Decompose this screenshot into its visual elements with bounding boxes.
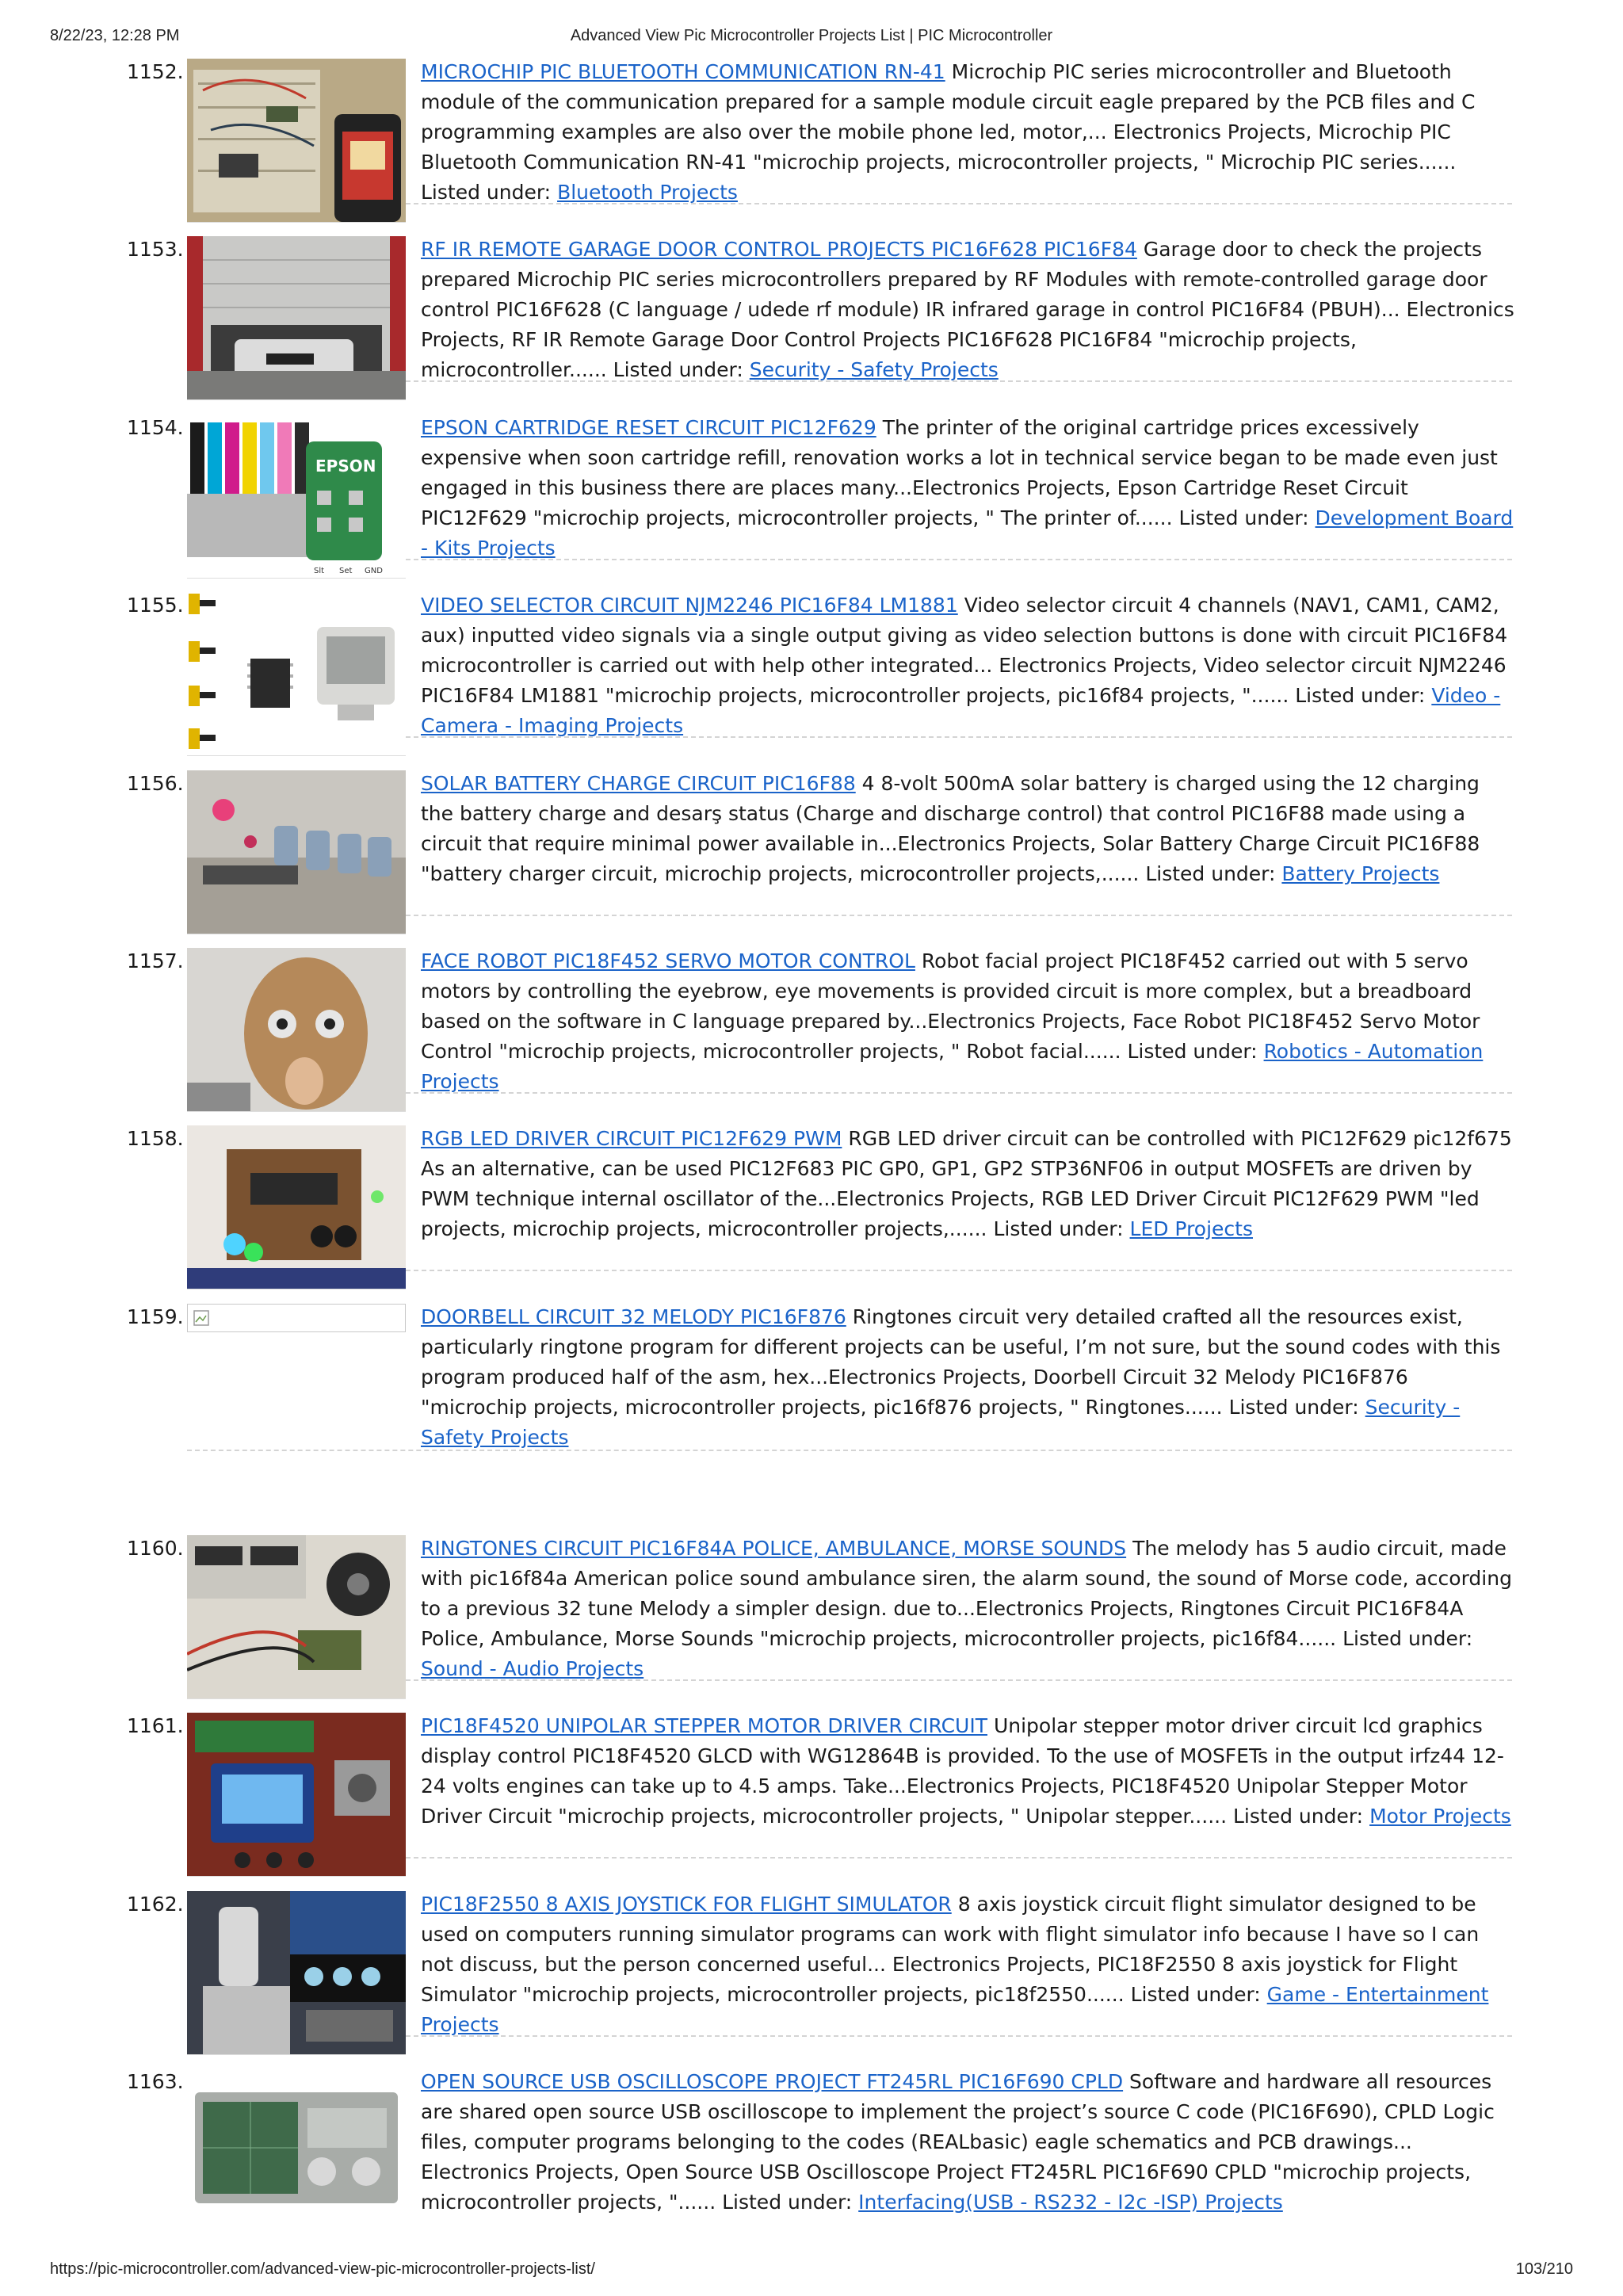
project-thumbnail[interactable]: [187, 770, 406, 934]
print-footer: [50, 2260, 1573, 2283]
project-title-link[interactable]: PIC18F4520 UNIPOLAR STEPPER MOTOR DRIVER CIRCUIT: [421, 1714, 987, 1737]
category-link[interactable]: Security - Safety Projects: [749, 358, 999, 381]
project-thumbnail[interactable]: [187, 1891, 406, 2055]
print-url: https://pic-microcontroller.com/advanced-view-pic-microcontroller-projects-list/: [50, 2260, 595, 2278]
project-description: 4 8-volt 500mA solar battery is charged using the 12 charging the battery charge and desarş status (Charge and discharge control) that control PIC16F88 made using a circuit that require minimal power available in...Electronics Projects, Solar Battery Charge Circuit PIC16F88 "battery charger circuit, microchip projects, microcontroller projects,......: [421, 772, 1480, 885]
project-title-link[interactable]: DOORBELL CIRCUIT 32 MELODY PIC16F876: [421, 1305, 846, 1328]
item-text: [421, 2067, 1514, 2218]
category-link[interactable]: Sound - Audio Projects: [421, 1657, 644, 1680]
project-description: Robot facial project PIC18F452 carried out with 5 servo motors by controlling the eyebrow, eye movements is provided circuit is more complex, but a breadboard based on the software in C language prepared by...Electronics Projects, Face Robot PIC18F452 Servo Motor Control "microchip projects, microcontroller projects, " Robot facial......: [421, 949, 1480, 1063]
listed-under-label: Listed under:: [1127, 1040, 1258, 1063]
item-separator: [406, 380, 1512, 382]
item-number: 1155.: [127, 594, 184, 617]
item-number: 1158.: [127, 1127, 184, 1150]
print-date: 8/22/23, 12:28 PM: [50, 27, 180, 44]
project-thumbnail[interactable]: [187, 592, 406, 756]
listed-under-label: Listed under:: [1178, 506, 1309, 529]
project-thumbnail[interactable]: [187, 1535, 406, 1699]
item-separator: [406, 203, 1512, 204]
project-description: Ringtones circuit very detailed crafted all the resources exist, particularly ringtone program for different projects can be useful, I’m not sure, but the sound codes with this program produced half of the asm, hex...Electronics Projects, Doorbell Circuit 32 Melody PIC16F876 "microchip projects, microcontroller projects, pic16f876 projects, " Ringtones......: [421, 1305, 1501, 1419]
pin-label: Set: [339, 567, 353, 575]
project-thumbnail[interactable]: [187, 1125, 406, 1289]
project-description: The printer of the original cartridge prices excessively expensive when soon cartridge refill, renovation works a lot in technical service began to be made even just engaged in this business there are places many...Electronics Projects, Epson Cartridge Reset Circuit PIC12F629 "microchip projects, microcontroller projects, " The printer of......: [421, 416, 1498, 529]
item-text: [421, 413, 1514, 563]
project-title-link[interactable]: FACE ROBOT PIC18F452 SERVO MOTOR CONTROL: [421, 949, 915, 972]
item-separator: [406, 1679, 1512, 1681]
item-text: [421, 235, 1514, 385]
project-title-link[interactable]: RINGTONES CIRCUIT PIC16F84A POLICE, AMBULANCE, MORSE SOUNDS: [421, 1537, 1127, 1560]
item-number: 1162.: [127, 1893, 184, 1916]
item-text: [421, 946, 1514, 1097]
project-title-link[interactable]: MICROCHIP PIC BLUETOOTH COMMUNICATION RN-41: [421, 60, 945, 83]
item-number: 1160.: [127, 1537, 184, 1560]
listed-under-label: Listed under:: [1233, 1805, 1364, 1828]
project-thumbnail[interactable]: [187, 236, 406, 400]
listed-under-label: Listed under:: [722, 2191, 853, 2214]
project-thumbnail[interactable]: [187, 59, 406, 223]
item-separator: [406, 2035, 1512, 2037]
project-description: Unipolar stepper motor driver circuit lcd graphics display control PIC18F4520 GLCD with WG12864B is provided. To the use of MOSFETs in the output irfz44 12-24 volts engines can take up to 4.5 amps. Take...Electronics Projects, PIC18F4520 Unipolar Stepper Motor Driver Circuit "microchip projects, microcontroller projects, " Unipolar stepper......: [421, 1714, 1504, 1828]
item-separator: [187, 1450, 1512, 1451]
listed-under-label: Listed under:: [1228, 1396, 1359, 1419]
project-title-link[interactable]: PIC18F2550 8 AXIS JOYSTICK FOR FLIGHT SIMULATOR: [421, 1893, 952, 1916]
broken-image-icon: [193, 1310, 209, 1326]
item-separator: [406, 915, 1512, 916]
item-separator: [406, 1270, 1512, 1271]
item-text: [421, 57, 1514, 208]
project-description: Microchip PIC series microcontroller and Bluetooth module of the communication prepared for a sample module circuit eagle prepared by the PCB files and C programming examples are also over the mobile phone led, motor,... Electronics Projects, Microchip PIC Bluetooth Communication RN-41 "microchip projects, microcontroller projects, " Microchip PIC series......: [421, 60, 1476, 174]
item-number: 1153.: [127, 238, 184, 261]
project-thumbnail[interactable]: [187, 1713, 406, 1877]
item-number: 1152.: [127, 60, 184, 83]
project-title-link[interactable]: VIDEO SELECTOR CIRCUIT NJM2246 PIC16F84 LM1881: [421, 594, 958, 617]
project-description: 8 axis joystick circuit flight simulator designed to be used on computers running simulator programs can work with flight simulator info because I have so I can not discuss, but the person concerned useful... Electronics Projects, PIC18F2550 8 axis joystick for Flight Simulator "microchip projects, microcontroller projects, pic18f2550......: [421, 1893, 1480, 2006]
project-thumbnail[interactable]: [187, 415, 406, 579]
listed-under-label: Listed under:: [1130, 1983, 1261, 2006]
item-separator: [406, 559, 1512, 560]
listed-under-label: Listed under:: [1342, 1627, 1473, 1650]
print-page-title: Advanced View Pic Microcontroller Projects List | PIC Microcontroller: [570, 27, 1053, 44]
item-number: 1163.: [127, 2070, 184, 2093]
category-link[interactable]: Interfacing(USB - RS232 - I2c -ISP) Projects: [858, 2191, 1283, 2214]
listed-under-label: Listed under:: [613, 358, 743, 381]
item-number: 1161.: [127, 1714, 184, 1737]
chip-label: EPSON: [315, 457, 376, 476]
category-link[interactable]: Development Board - Kits Projects: [421, 506, 1514, 560]
project-description: The melody has 5 audio circuit, made with pic16f84a American police sound ambulance siren, the alarm sound, the sound of Morse code, according to a previous 32 tune Melody a simpler design. due to...Electronics Projects, Ringtones Circuit PIC16F84A Police, Ambulance, Morse Sounds "microchip projects, microcontroller projects, pic16f84......: [421, 1537, 1512, 1650]
listed-under-label: Listed under:: [1295, 684, 1426, 707]
item-text: [421, 769, 1514, 889]
item-number: 1159.: [127, 1305, 184, 1328]
project-thumbnail[interactable]: [187, 948, 406, 1112]
project-title-link[interactable]: RF IR REMOTE GARAGE DOOR CONTROL PROJECTS PIC16F628 PIC16F84: [421, 238, 1137, 261]
broken-image-placeholder[interactable]: [187, 1304, 406, 1332]
project-title-link[interactable]: EPSON CARTRIDGE RESET CIRCUIT PIC12F629: [421, 416, 876, 439]
item-number: 1154.: [127, 416, 184, 439]
project-title-link[interactable]: RGB LED DRIVER CIRCUIT PIC12F629 PWM: [421, 1127, 842, 1150]
listed-under-label: Listed under:: [421, 181, 552, 204]
item-separator: [406, 1092, 1512, 1094]
project-thumbnail[interactable]: [187, 2069, 406, 2232]
project-description: Video selector circuit 4 channels (NAV1, CAM1, CAM2, aux) inputted video signals via a single output giving as video selection buttons is done with circuit PIC16F84 microcontroller is carried out with help other integrated... Electronics Projects, Video selector circuit NJM2246 PIC16F84 LM1881 "microchip projects, microcontroller projects, pic16f84 projects, "......: [421, 594, 1508, 707]
project-description: RGB LED driver circuit can be controlled with PIC12F629 pic12f675 As an alternative, can be used PIC12F683 PIC GP0, GP1, GP2 STP36NF06 in output MOSFETs are driven by PWM technique internal oscillator of the...Electronics Projects, RGB LED Driver Circuit PIC12F629 PWM "led projects, microchip projects, microcontroller projects,......: [421, 1127, 1512, 1240]
item-separator: [406, 1857, 1512, 1859]
category-link[interactable]: Motor Projects: [1369, 1805, 1511, 1828]
print-header: [50, 27, 1573, 49]
listed-under-label: Listed under:: [1145, 862, 1276, 885]
project-description: Software and hardware all resources are shared open source USB oscilloscope to implement the project’s source C code (PIC16F690), CPLD Logic files, computer programs belonging to the codes (REALbasic) eagle schematics and PCB drawings... Electronics Projects, Open Source USB Oscilloscope Project FT245RL PIC16F690 CPLD "microchip projects, microcontroller projects, "......: [421, 2070, 1495, 2214]
pin-label: Slt: [314, 567, 325, 575]
item-text: [421, 1534, 1514, 1684]
category-link[interactable]: LED Projects: [1129, 1217, 1253, 1240]
project-description: Garage door to check the projects prepared Microchip PIC series microcontrollers prepared by RF Modules with remote-controlled garage door control PIC16F628 (C language / udede rf module) IR infrared garage in control PIC16F84 (PBUH)... Electronics Projects, RF IR Remote Garage Door Control Projects PIC16F628 PIC16F84 "microchip projects, microcontroller......: [421, 238, 1514, 381]
category-link[interactable]: Game - Entertainment Projects: [421, 1983, 1489, 2036]
item-number: 1157.: [127, 949, 184, 972]
category-link[interactable]: Battery Projects: [1281, 862, 1440, 885]
category-link[interactable]: Robotics - Automation Projects: [421, 1040, 1484, 1093]
project-title-link[interactable]: SOLAR BATTERY CHARGE CIRCUIT PIC16F88: [421, 772, 856, 795]
item-separator: [406, 736, 1512, 738]
pin-label: GND: [365, 567, 383, 575]
item-text: [421, 1124, 1514, 1244]
listed-under-label: Listed under:: [993, 1217, 1124, 1240]
item-number: 1156.: [127, 772, 184, 795]
category-link[interactable]: Video - Camera - Imaging Projects: [421, 684, 1501, 737]
item-text: [421, 590, 1514, 741]
project-title-link[interactable]: OPEN SOURCE USB OSCILLOSCOPE PROJECT FT245RL PIC16F690 CPLD: [421, 2070, 1124, 2093]
item-text: [421, 1711, 1514, 1832]
print-page-number: 103/210: [1515, 2260, 1573, 2278]
category-link[interactable]: Security - Safety Projects: [421, 1396, 1461, 1449]
category-link[interactable]: Bluetooth Projects: [557, 181, 738, 204]
item-text: [421, 1302, 1514, 1453]
item-text: [421, 1889, 1514, 2040]
